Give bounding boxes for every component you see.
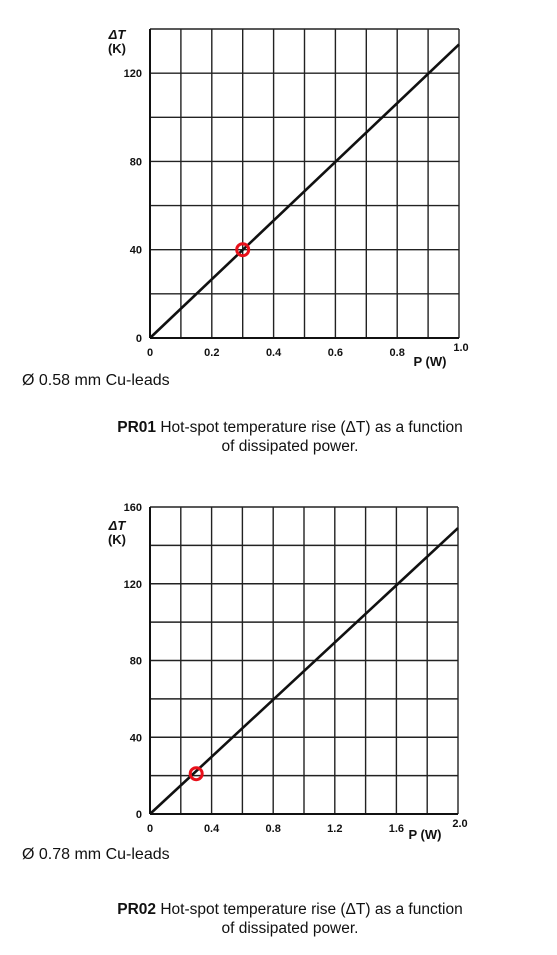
chart-pr02-caption-line2: of dissipated power.	[221, 920, 359, 937]
chart2-x-tick-label: 0	[146, 823, 154, 835]
chart-pr01-note: Ø 0.58 mm Cu-leads	[22, 372, 170, 389]
chart2-x-tick-label: 0.8	[265, 823, 281, 835]
chart2-y-tick-label: 160	[123, 502, 142, 514]
chart1-x-axis-label: P (W)	[413, 354, 447, 369]
chart1-y-tick-label: 40	[129, 244, 142, 257]
chart1-x-tick-label: 0.8	[389, 347, 405, 359]
chart-pr02-note: Ø 0.78 mm Cu-leads	[22, 846, 170, 863]
chart1-y-axis-unit: (K)	[107, 41, 127, 56]
chart1-x-tick-label: 1.0	[453, 342, 469, 354]
chart-pr01	[0, 0, 557, 470]
chart-pr02	[0, 480, 557, 950]
chart2-x-axis-label: P (W)	[408, 827, 442, 842]
chart1-x-tick-label: 0.4	[265, 347, 282, 359]
chart-pr01-caption	[70, 418, 510, 456]
chart2-y-axis-label: ΔT	[108, 518, 126, 533]
chart1-x-tick-label: 0	[146, 347, 154, 359]
chart1-y-tick-label: 0	[135, 333, 142, 345]
chart2-y-tick-label: 80	[129, 655, 142, 668]
chart2-x-tick-label: 0.4	[203, 823, 220, 835]
chart-pr02-caption-id: PR02	[117, 901, 157, 918]
chart1-y-tick-label: 120	[123, 68, 142, 81]
chart1-grid	[150, 29, 459, 338]
chart1-x-tick-label: 0.2	[204, 347, 220, 359]
chart-pr01-plot	[0, 0, 557, 380]
chart1-y-tick-label: 80	[129, 156, 142, 169]
chart2-y-tick-label: 40	[129, 732, 142, 745]
chart-pr02-caption	[70, 900, 510, 938]
chart-pr01-caption-line1: Hot-spot temperature rise (ΔT) as a function	[156, 419, 463, 436]
chart2-x-tick-label: 1.2	[327, 823, 343, 835]
chart2-x-tick-label: 1.6	[388, 823, 405, 835]
chart2-y-tick-label: 0	[135, 809, 142, 821]
chart2-y-tick-label: 120	[123, 578, 142, 591]
chart-pr02-caption-line1: Hot-spot temperature rise (ΔT) as a function	[156, 901, 463, 918]
chart2-x-tick-label: 2.0	[452, 818, 468, 830]
chart1-x-tick-label: 0.6	[327, 347, 344, 359]
chart2-y-axis-unit: (K)	[107, 532, 127, 547]
chart-pr01-caption-line2: of dissipated power.	[221, 438, 359, 455]
chart-pr02-plot	[0, 480, 557, 860]
chart1-y-axis-label: ΔT	[108, 27, 126, 42]
chart-pr01-caption-id: PR01	[117, 419, 157, 436]
